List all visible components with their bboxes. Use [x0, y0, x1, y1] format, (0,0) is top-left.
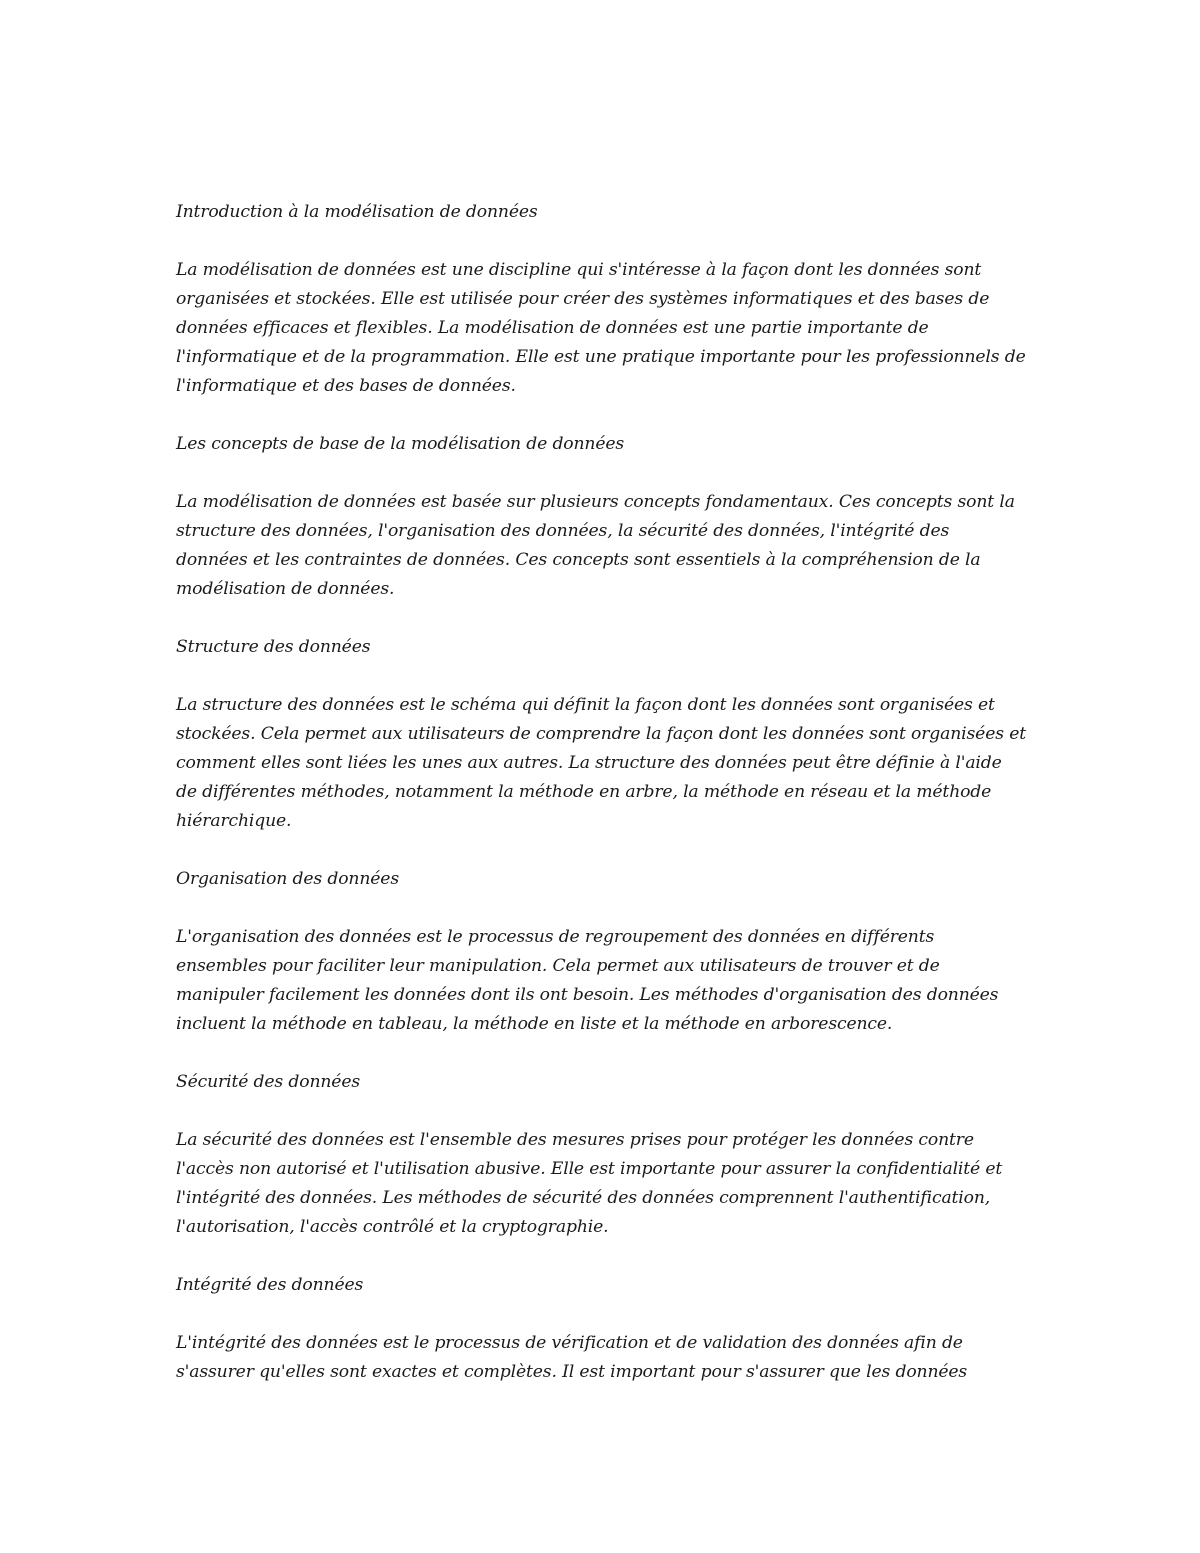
section-concepts [176, 430, 1026, 604]
document-body [176, 198, 1026, 1416]
section-paragraph: La modélisation de données est une discipline qui s'intéresse à la façon dont les données sont organisées et stockées. Elle est utilisée pour créer des systèmes informatiques et des bases de données efficaces et flexibles. La modélisation de données est une partie importante de l'informatique et de la programmation. Elle est une pratique importante pour les professionnels de l'informatique et des bases de données. [176, 260, 1026, 396]
section-integrite [176, 1271, 1026, 1387]
section-paragraph: La sécurité des données est l'ensemble des mesures prises pour protéger les données contre l'accès non autorisé et l'utilisation abusive. Elle est importante pour assurer la confidentialité et l'intégrité des données. Les méthodes de sécurité des données comprennent l'authentification, l'autorisation, l'accès contrôlé et la cryptographie. [176, 1130, 1003, 1237]
section-securite [176, 1068, 1026, 1242]
section-paragraph: L'organisation des données est le processus de regroupement des données en différents ensembles pour faciliter leur manipulation. Cela permet aux utilisateurs de trouver et de manipuler facilement les données dont ils ont besoin. Les méthodes d'organisation des données incluent la méthode en tableau, la méthode en liste et la méthode en arborescence. [176, 927, 999, 1034]
section-heading: Introduction à la modélisation de données [176, 202, 538, 222]
section-organisation [176, 865, 1026, 1039]
section-heading: Structure des données [176, 637, 371, 657]
section-paragraph: L'intégrité des données est le processus de vérification et de validation des données afin de s'assurer qu'elles sont exactes et complètes. Il est important pour s'assurer que les données [176, 1333, 968, 1382]
section-introduction [176, 198, 1026, 401]
section-heading: Intégrité des données [176, 1275, 364, 1295]
section-heading: Les concepts de base de la modélisation de données [176, 434, 625, 454]
section-heading: Sécurité des données [176, 1072, 361, 1092]
section-structure [176, 633, 1026, 836]
section-heading: Organisation des données [176, 869, 399, 889]
section-paragraph: La structure des données est le schéma qui définit la façon dont les données sont organisées et stockées. Cela permet aux utilisateurs de comprendre la façon dont les données sont organisées et comment elles sont liées les unes aux autres. La structure des données peut être définie à l'aide de différentes méthodes, notamment la méthode en arbre, la méthode en réseau et la méthode hiérarchique. [176, 695, 1026, 831]
section-paragraph: La modélisation de données est basée sur plusieurs concepts fondamentaux. Ces concepts sont la structure des données, l'organisation des données, la sécurité des données, l'intégrité des données et les contraintes de données. Ces concepts sont essentiels à la compréhension de la modélisation de données. [176, 492, 1015, 599]
